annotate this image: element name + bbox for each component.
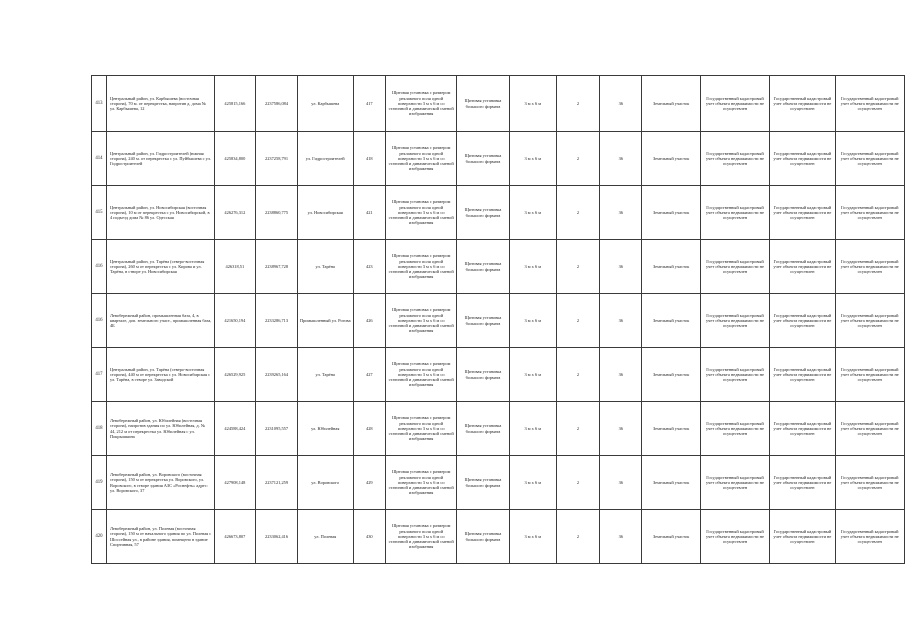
row-number: 416 [92,240,107,294]
street-cell: Промышленный ул. Рогова [297,294,353,348]
table-row [92,456,905,510]
size-cell: 3 м x 6 м [509,76,556,132]
land-cell: Земельный участок [642,186,700,240]
sides-cell: 2 [556,510,599,564]
coord-x-cell: 424588,424 [214,402,256,456]
status-2-cell: Государственный кадастровый учет объекта недвижимости не осуществлен [770,186,835,240]
size-cell: 3 м x 6 м [509,132,556,186]
size-cell: 3 м x 6 м [509,186,556,240]
coord-y-cell: 2237121,259 [256,456,298,510]
status-3-cell: Государственный кадастровый учет объекта недвижимости не осуществлен [835,294,904,348]
construction-type-cell: Щитовая установка с размером рекламного поля одной поверхности 3 м x 6 м со статичной и динамической сменой изображения [386,348,457,402]
status-3-cell: Государственный кадастровый учет объекта недвижимости не осуществлен [835,456,904,510]
status-1-cell: Государственный кадастровый учет объекта недвижимости не осуществлен [700,456,769,510]
land-cell: Земельный участок [642,294,700,348]
row-number: 418 [92,402,107,456]
status-2-cell: Государственный кадастровый учет объекта недвижимости не осуществлен [770,456,835,510]
coord-x-cell: 425834,800 [214,132,256,186]
status-2-cell: Государственный кадастровый учет объекта недвижимости не осуществлен [770,510,835,564]
coord-y-cell: 2237258,791 [256,132,298,186]
coord-y-cell: 2231095,557 [256,402,298,456]
code-cell: 423 [353,240,386,294]
construction-type-cell: Щитовая установка с размером рекламного поля одной поверхности 3 м x 6 м со статичной и динамической сменой изображения [386,402,457,456]
coord-x-cell: 426318,51 [214,240,256,294]
format-cell: Щитовая установка большого формата [457,76,509,132]
status-1-cell: Государственный кадастровый учет объекта недвижимости не осуществлен [700,402,769,456]
address-cell: Центральный район, ул. Новосибирская (восточная сторона), 10 м от перекрестка с ул. Новосибирской, в 4 подъезд дома № 86 ул. Одесская [106,186,214,240]
coord-y-cell: 2233062,416 [256,510,298,564]
construction-type-cell: Щитовая установка с размером рекламного поля одной поверхности 3 м x 6 м со статичной и динамической сменой изображения [386,186,457,240]
status-3-cell: Государственный кадастровый учет объекта недвижимости не осуществлен [835,132,904,186]
table-row [92,510,905,564]
table-row [92,132,905,186]
construction-type-cell: Щитовая установка с размером рекламного поля одной поверхности 3 м x 6 м со статичной и динамической сменой изображения [386,240,457,294]
size-cell: 3 м x 6 м [509,348,556,402]
code-cell: 426 [353,294,386,348]
sides-cell: 2 [556,456,599,510]
row-number: 416 [92,294,107,348]
row-number: 419 [92,456,107,510]
format-cell: Щитовая установка большого формата [457,294,509,348]
area-cell: 36 [600,294,642,348]
size-cell: 3 м x 6 м [509,294,556,348]
row-number: 415 [92,186,107,240]
table-row [92,240,905,294]
status-3-cell: Государственный кадастровый учет объекта недвижимости не осуществлен [835,348,904,402]
address-cell: Центральный район, ул. Тарёна (северо-восточная сторона), 260 м от перекрестка с ул. Кирова и ул. Тарёна, в створе ул. Новосибирская [106,240,214,294]
status-3-cell: Государственный кадастровый учет объекта недвижимости не осуществлен [835,186,904,240]
coord-x-cell: 427908,148 [214,456,256,510]
street-cell: ул. Воровского [297,456,353,510]
coord-x-cell: 426276,312 [214,186,256,240]
coord-x-cell: 426529,925 [214,348,256,402]
area-cell: 36 [600,240,642,294]
size-cell: 3 м x 6 м [509,456,556,510]
land-cell: Земельный участок [642,240,700,294]
status-1-cell: Государственный кадастровый учет объекта недвижимости не осуществлен [700,348,769,402]
status-1-cell: Государственный кадастровый учет объекта недвижимости не осуществлен [700,294,769,348]
sides-cell: 2 [556,132,599,186]
format-cell: Щитовая установка большого формата [457,348,509,402]
sides-cell: 2 [556,402,599,456]
code-cell: 417 [353,76,386,132]
table-row [92,294,905,348]
land-cell: Земельный участок [642,348,700,402]
format-cell: Щитовая установка большого формата [457,456,509,510]
address-cell: Центральный район, ул. Карбышева (восточная сторона), 70 м. от перекрестка, напротив д. дома № ул. Карбышева, 12 [106,76,214,132]
address-cell: Центральный район, ул. Тарёна (северо-восточная сторона), 440 м от перекрестка с ул. Новосибирская с ул. Тарёна, в створе ул. Заводской [106,348,214,402]
format-cell: Щитовая установка большого формата [457,186,509,240]
status-2-cell: Государственный кадастровый учет объекта недвижимости не осуществлен [770,76,835,132]
coord-x-cell: 421650,194 [214,294,256,348]
coord-y-cell: 2238967,728 [256,240,298,294]
construction-type-cell: Щитовая установка с размером рекламного поля одной поверхности 3 м x 6 м со статичной и динамической сменой изображения [386,294,457,348]
table-row [92,76,905,132]
sides-cell: 2 [556,348,599,402]
code-cell: 429 [353,456,386,510]
sides-cell: 2 [556,76,599,132]
status-3-cell: Государственный кадастровый учет объекта недвижимости не осуществлен [835,402,904,456]
row-number: 417 [92,348,107,402]
status-1-cell: Государственный кадастровый учет объекта недвижимости не осуществлен [700,76,769,132]
land-cell: Земельный участок [642,402,700,456]
sides-cell: 2 [556,240,599,294]
address-cell: Левобережный район, ул. Воровского (восточная сторона), 150 м от перекрестка ул. Воровского, ул. Воровского, в створе здания АЗС «Роснефть» адрес: ул. Воровского, 37 [106,456,214,510]
status-2-cell: Государственный кадастровый учет объекта недвижимости не осуществлен [770,294,835,348]
status-2-cell: Государственный кадастровый учет объекта недвижимости не осуществлен [770,240,835,294]
area-cell: 36 [600,348,642,402]
status-3-cell: Государственный кадастровый учет объекта недвижимости не осуществлен [835,240,904,294]
address-cell: Левобережный район, ул. Юбилейная (восточная сторона), напротив здания по ул. Юбилейная, д. № 44, 212 м от перекрестка ул. Юбилейная с ул. Покрышкина [106,402,214,456]
sides-cell: 2 [556,294,599,348]
coord-x-cell: 426673,807 [214,510,256,564]
code-cell: 428 [353,402,386,456]
table-row [92,402,905,456]
format-cell: Щитовая установка большого формата [457,402,509,456]
status-3-cell: Государственный кадастровый учет объекта недвижимости не осуществлен [835,510,904,564]
area-cell: 36 [600,186,642,240]
code-cell: 421 [353,186,386,240]
size-cell: 3 м x 6 м [509,402,556,456]
construction-type-cell: Щитовая установка с размером рекламного поля одной поверхности 3 м x 6 м со статичной и динамической сменой изображения [386,456,457,510]
format-cell: Щитовая установка большого формата [457,132,509,186]
status-2-cell: Государственный кадастровый учет объекта недвижимости не осуществлен [770,132,835,186]
status-1-cell: Государственный кадастровый учет объекта недвижимости не осуществлен [700,240,769,294]
land-cell: Земельный участок [642,510,700,564]
status-3-cell: Государственный кадастровый учет объекта недвижимости не осуществлен [835,76,904,132]
row-number: 413 [92,76,107,132]
size-cell: 3 м x 6 м [509,510,556,564]
sides-cell: 2 [556,186,599,240]
placement-table [91,75,905,564]
address-cell: Левобережный район, промышленная база, 4, в квартале, доп. земельного участ., промышленная база, 4Б [106,294,214,348]
land-cell: Земельный участок [642,456,700,510]
format-cell: Щитовая установка большого формата [457,240,509,294]
area-cell: 36 [600,402,642,456]
street-cell: ул. Гидростроителей [297,132,353,186]
street-cell: ул. Карбышева [297,76,353,132]
coord-x-cell: 425815,166 [214,76,256,132]
size-cell: 3 м x 6 м [509,240,556,294]
street-cell: ул. Полевая [297,510,353,564]
table-row [92,186,905,240]
address-cell: Центральный район, ул. Гидростроителей (южная сторона), 240 м. от перекрестка с ул. Пуйбышева с ул. Гидростроителей [106,132,214,186]
status-2-cell: Государственный кадастровый учет объекта недвижимости не осуществлен [770,348,835,402]
coord-y-cell: 2233286,713 [256,294,298,348]
status-2-cell: Государственный кадастровый учет объекта недвижимости не осуществлен [770,402,835,456]
area-cell: 36 [600,510,642,564]
land-cell: Земельный участок [642,76,700,132]
coord-y-cell: 2238860,775 [256,186,298,240]
construction-type-cell: Щитовая установка с размером рекламного поля одной поверхности 3 м x 6 м со статичной и динамической сменой изображения [386,510,457,564]
street-cell: ул. Новосибирская [297,186,353,240]
row-number: 414 [92,132,107,186]
area-cell: 36 [600,456,642,510]
status-1-cell: Государственный кадастровый учет объекта недвижимости не осуществлен [700,510,769,564]
street-cell: ул. Тарёна [297,240,353,294]
area-cell: 36 [600,132,642,186]
row-number: 420 [92,510,107,564]
format-cell: Щитовая установка большого формата [457,510,509,564]
coord-y-cell: 2237586,084 [256,76,298,132]
status-1-cell: Государственный кадастровый учет объекта недвижимости не осуществлен [700,186,769,240]
status-1-cell: Государственный кадастровый учет объекта недвижимости не осуществлен [700,132,769,186]
code-cell: 418 [353,132,386,186]
land-cell: Земельный участок [642,132,700,186]
area-cell: 36 [600,76,642,132]
address-cell: Левобережный район, ул. Полевая (восточная сторона), 150 м от начального здания по ул. Полевая с Шоссейная ул., в районе здания, помещено в здание Спортивная, 57 [106,510,214,564]
code-cell: 427 [353,348,386,402]
code-cell: 430 [353,510,386,564]
street-cell: ул. Тарёна [297,348,353,402]
construction-type-cell: Щитовая установка с размером рекламного поля одной поверхности 3 м x 6 м со статичной и динамической сменой изображения [386,76,457,132]
table-row [92,348,905,402]
coord-y-cell: 2239265,164 [256,348,298,402]
construction-type-cell: Щитовая установка с размером рекламного поля одной поверхности 3 м x 6 м со статичной и динамической сменой изображения [386,132,457,186]
street-cell: ул. Юбилейная [297,402,353,456]
